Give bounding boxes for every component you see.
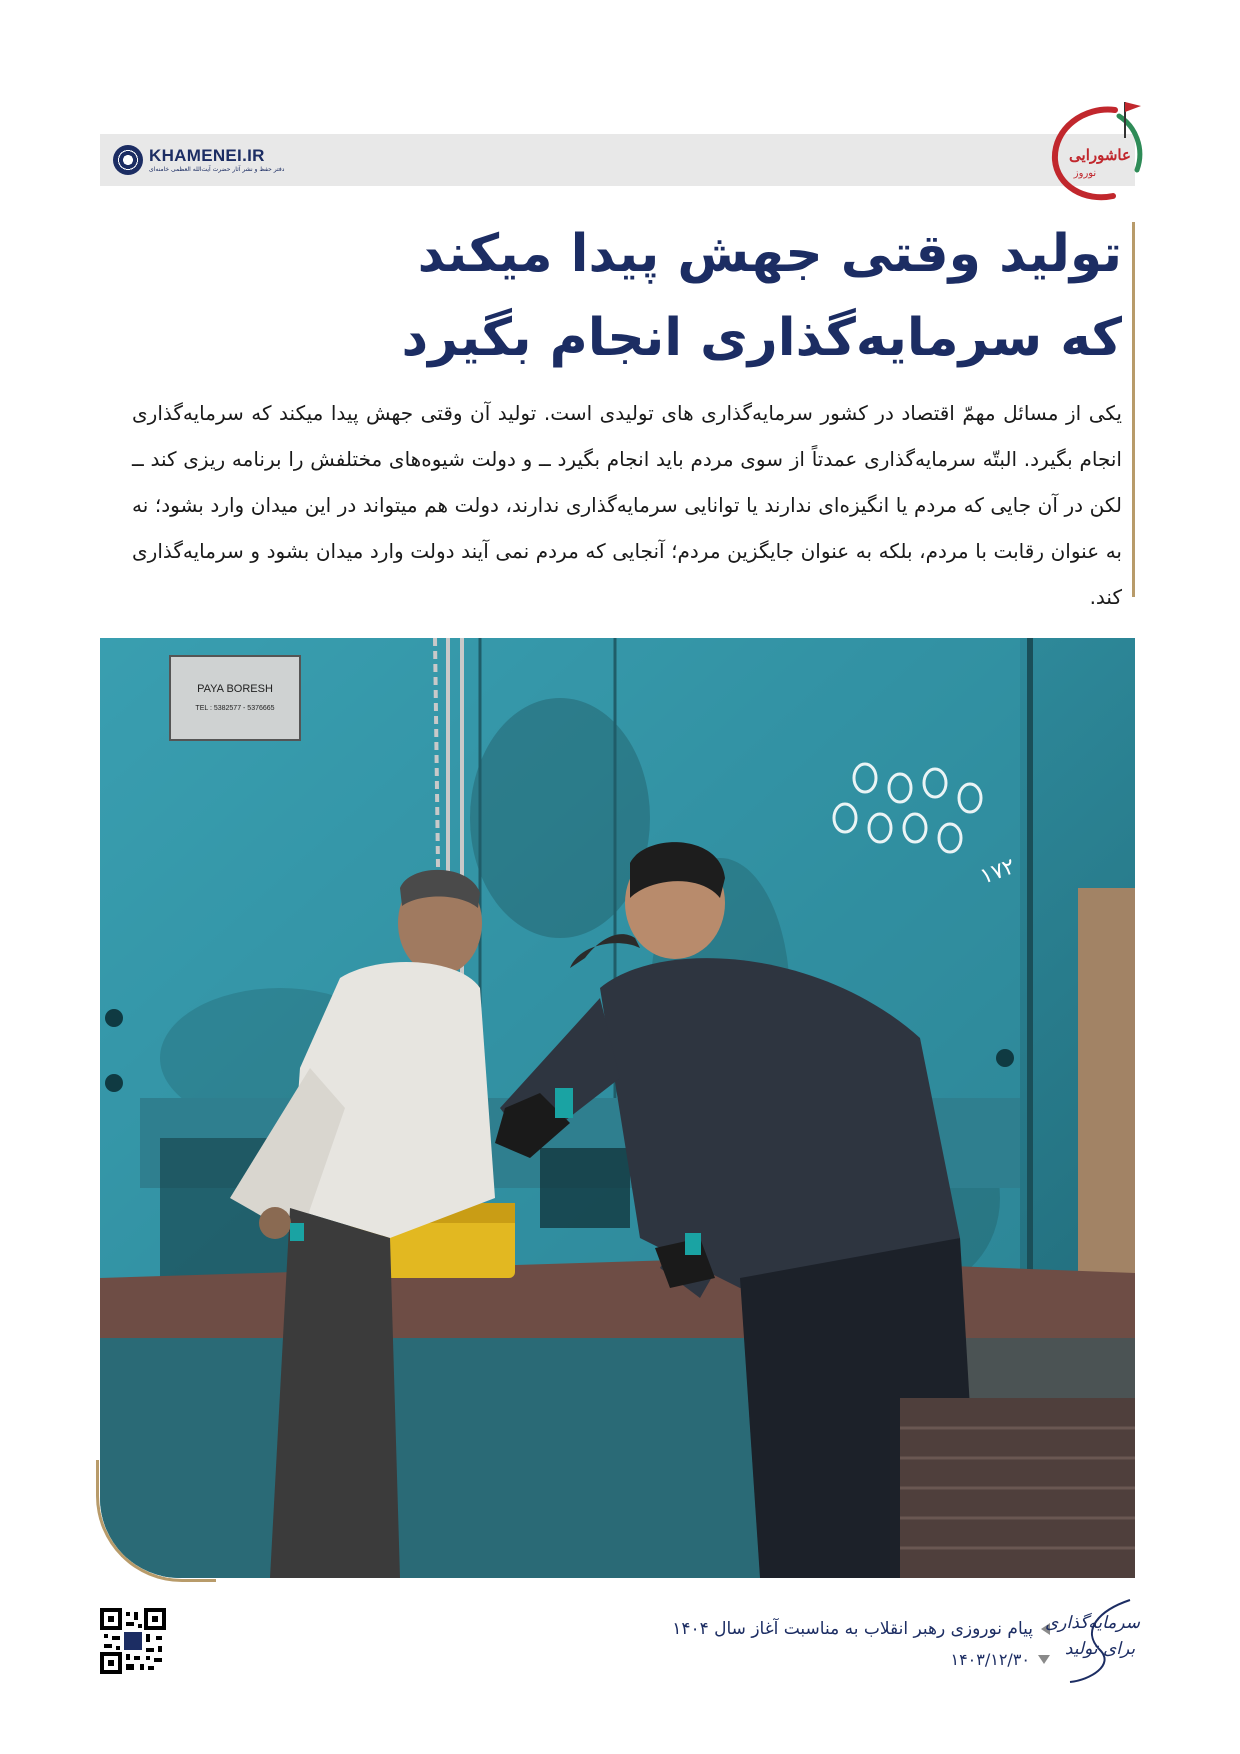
- khamenei-logo[interactable]: [113, 140, 293, 180]
- footer-date-text: ۱۴۰۳/۱۲/۳۰: [950, 1649, 1030, 1669]
- accent-line: [1132, 222, 1135, 597]
- brand-subtitle: دفتر حفظ و نشر آثار حضرت آیت‌الله العظمی خامنه‌ای: [149, 166, 285, 173]
- triangle-down-icon: [1038, 1655, 1050, 1664]
- footer-date-row: [450, 1644, 1050, 1674]
- factory-photo-illustration: [100, 638, 1135, 1578]
- factory-photo: [100, 638, 1135, 1578]
- footer-caption-text: پیام نوروزی رهبر انقلاب به مناسبت آغاز سال ۱۴۰۴: [672, 1619, 1033, 1639]
- qr-code-icon: [100, 1608, 166, 1674]
- page-title: [222, 212, 1122, 380]
- event-badge-sub: نوروز: [1073, 168, 1097, 179]
- title-line-2: که سرمایه‌گذاری انجام بگیرد: [401, 308, 1122, 368]
- footer-caption: [450, 1614, 1050, 1674]
- qr-code[interactable]: [100, 1608, 166, 1674]
- title-line-1: تولید وقتی جهش پیدا میکند: [417, 224, 1122, 284]
- plate-brand-text: PAYA BORESH: [197, 683, 273, 695]
- calligraphy-logo: [1044, 1590, 1140, 1690]
- chalk-number-text: ۱۷۲: [976, 854, 1019, 890]
- calligraphy-line-2: برای تولید: [1064, 1639, 1136, 1659]
- brand-block: [149, 147, 284, 173]
- brand-name: KHAMENEI.IR: [149, 146, 265, 165]
- event-badge: [1045, 98, 1155, 208]
- plate-tel-text: TEL : 5382577 - 5376665: [195, 705, 275, 712]
- footer-caption-row: [450, 1614, 1050, 1644]
- event-badge-label: عاشورایی: [1069, 146, 1131, 164]
- calligraphy-text: [1044, 1610, 1140, 1662]
- khamenei-emblem-icon: [113, 145, 143, 175]
- calligraphy-line-1: سرمایه‌گذاری: [1044, 1613, 1140, 1633]
- photo-frame-corner: [96, 1460, 216, 1582]
- quote-paragraph: یکی از مسائل مهمّ اقتصاد در کشور سرمایه‌گذاری های تولیدی است. تولید آن وقتی جهش پیدا میکند که سرمایه‌گذاری انجام بگیرد. البتّه سرمایه‌گذاری عمدتاً از سوی مردم باید انجام بگیرد ــ و دولت شیوه‌های مختلفش را برنامه ریزی کند ــ لکن در آن جایی که مردم یا انگیزه‌ای ندارند یا توانایی سرمایه‌گذاری ندارند، دولت هم میتواند در این میدان وارد بشود؛ نه به عنوان رقابت با مردم، بلکه به عنوان جایگزین مردم؛ آنجایی که مردم نمی آیند دولت وارد میدان بشود و سرمایه‌گذاری کند.: [132, 401, 1122, 609]
